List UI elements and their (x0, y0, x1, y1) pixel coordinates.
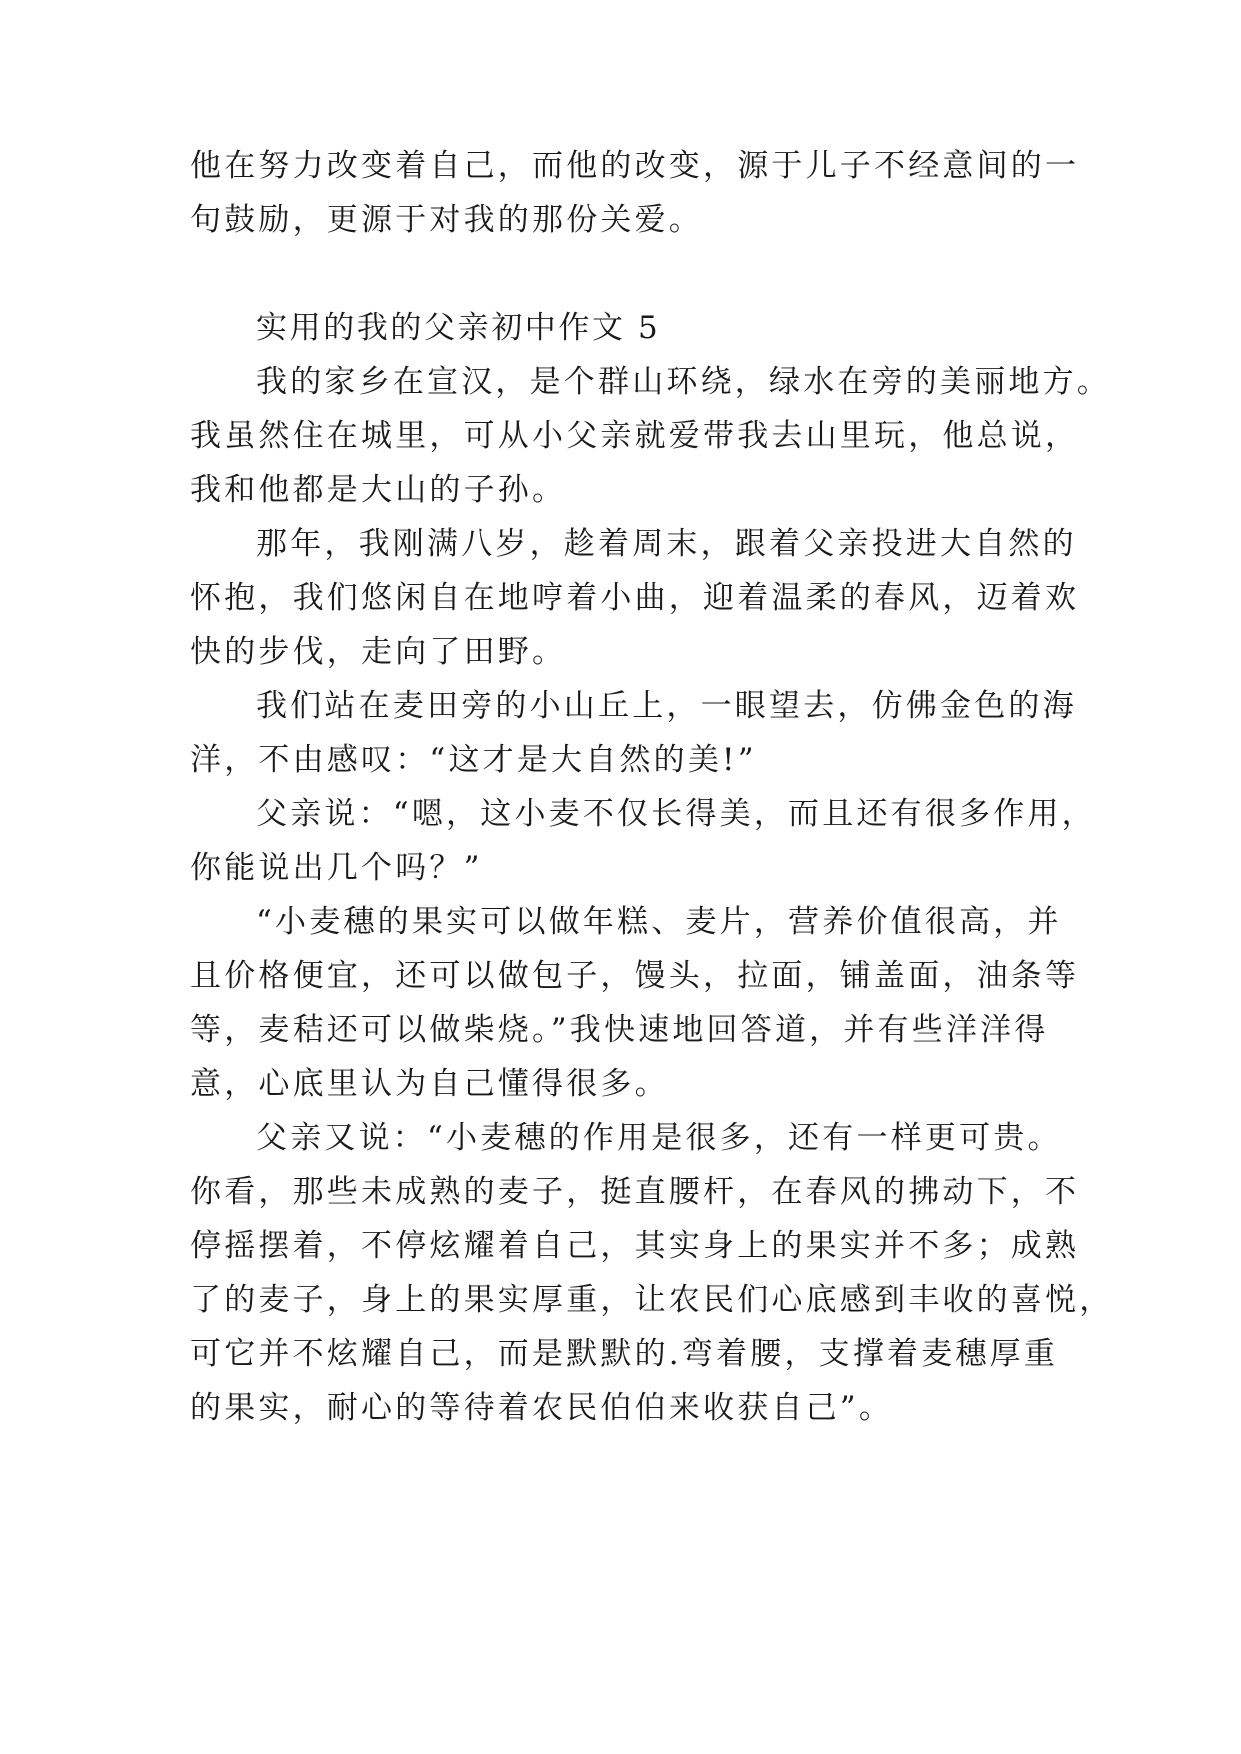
text-line: 那年，我刚满八岁，趁着周末，跟着父亲投进大自然的 (256, 526, 1077, 562)
text-line: 的果实，耐心的等待着农民伯伯来收获自己”。 (190, 1390, 894, 1426)
text-line: 停摇摆着，不停炫耀着自己，其实身上的果实并不多；成熟 (190, 1228, 1080, 1264)
text-line: “小麦穗的果实可以做年糕、麦片，营养价值很高，并 (256, 904, 1062, 940)
text-line: 等，麦秸还可以做柴烧。”我快速地回答道，并有些洋洋得 (190, 1012, 1049, 1048)
text-line: 我的家乡在宣汉，是个群山环绕，绿水在旁的美丽地方。 (256, 364, 1111, 400)
text-line: 句鼓励，更源于对我的那份关爱。 (190, 202, 703, 238)
text-line: 你能说出几个吗？” (190, 850, 483, 886)
text-line: 可它并不炫耀自己，而是默默的.弯着腰，支撑着麦穗厚重 (190, 1336, 1059, 1372)
text-line: 且价格便宜，还可以做包子，馒头，拉面，铺盖面，油条等 (190, 958, 1080, 994)
text-line: 怀抱，我们悠闲自在地哼着小曲，迎着温柔的春风，迈着欢 (190, 580, 1080, 616)
text-line: 你看，那些未成熟的麦子，挺直腰杆，在春风的拂动下，不 (190, 1174, 1080, 1210)
text-line: 意，心底里认为自己懂得很多。 (190, 1066, 669, 1102)
text-line: 我们站在麦田旁的小山丘上，一眼望去，仿佛金色的海 (256, 688, 1077, 724)
text-line: 了的麦子，身上的果实厚重，让农民们心底感到丰收的喜悦， (190, 1282, 1114, 1318)
document-page (190, 0, 1114, 1754)
text-line: 快的步伐，走向了田野。 (190, 634, 567, 670)
text-line: 他在努力改变着自己，而他的改变，源于儿子不经意间的一 (190, 148, 1080, 184)
text-line: 我和他都是大山的子孙。 (190, 472, 567, 508)
text-line: 我虽然住在城里，可从小父亲就爱带我去山里玩，他总说， (190, 418, 1080, 454)
text-line: 父亲说：“嗯，这小麦不仅长得美，而且还有很多作用， (256, 796, 1096, 832)
text-line: 父亲又说：“小麦穗的作用是很多，还有一样更可贵。 (256, 1120, 1062, 1156)
text-line: 洋，不由感叹：“这才是大自然的美!” (190, 742, 757, 778)
section-heading: 实用的我的父亲初中作文 5 (256, 310, 661, 346)
